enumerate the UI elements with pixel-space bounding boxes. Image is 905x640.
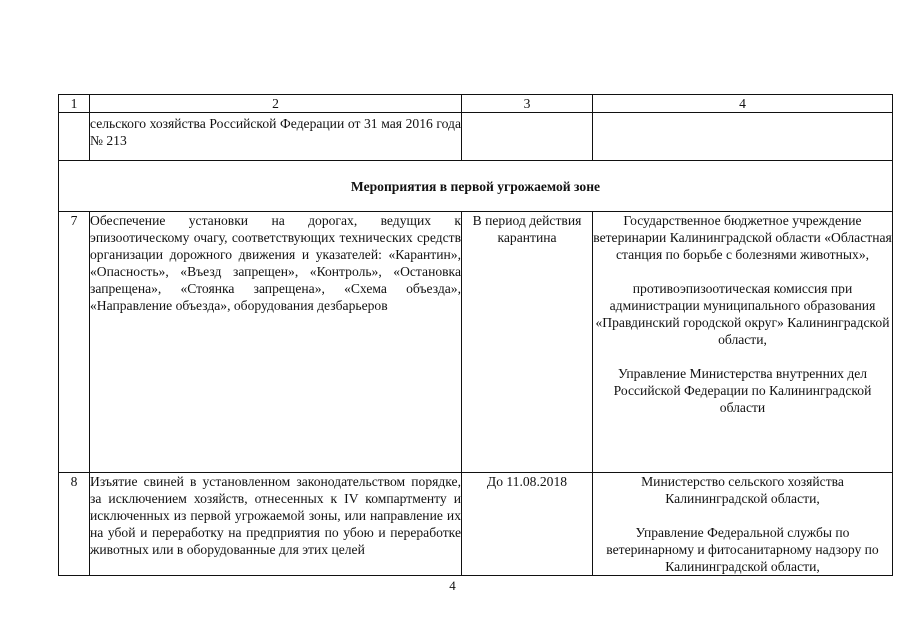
term-cell	[462, 113, 593, 161]
activity-cell: Обеспечение установки на дорогах, ведущих к эпизоотическому очагу, соответствующих технических средств организации дорожного движения и указателей: «Карантин», «Опасность», «Въезд запрещен», «Контроль», «Остановка запрещена», «Стоянка запрещена», «Схема объезда», «Направление объезда», оборудования дезбарьеров	[90, 212, 462, 473]
row-number: 7	[59, 212, 90, 473]
row-number: 8	[59, 473, 90, 576]
responsible-entry: Управление Федеральной службы по ветеринарному и фитосанитарному надзору по Калининградской области,	[606, 525, 879, 574]
section-row	[59, 161, 893, 212]
activity-cell: Изъятие свиней в установленном законодательством порядке, за исключением хозяйств, отнесенных к IV компартменту и исключенных из первой угрожаемой зоны, или направление их на убой и переработку на предприятия по убою и переработке животных или в оборудованные для этих целей	[90, 473, 462, 576]
term-cell: До 11.08.2018	[462, 473, 593, 576]
header-cell-2: 2	[90, 95, 462, 113]
section-title: Мероприятия в первой угрожаемой зоне	[59, 161, 893, 212]
responsible-cell	[593, 473, 893, 576]
responsible-entry: Министерство сельского хозяйства Калининградской области,	[641, 474, 844, 506]
header-cell-1: 1	[59, 95, 90, 113]
responsible-entry: Управление Министерства внутренних дел Российской Федерации по Калининградской области	[613, 366, 872, 415]
row-number	[59, 113, 90, 161]
table-header-row	[59, 95, 893, 113]
measures-table	[58, 94, 893, 576]
header-cell-4: 4	[593, 95, 893, 113]
activity-cell: сельского хозяйства Российской Федерации от 31 мая 2016 года № 213	[90, 113, 462, 161]
header-cell-3: 3	[462, 95, 593, 113]
term-cell: В период действия карантина	[462, 212, 593, 473]
table-row	[59, 473, 893, 576]
table-row	[59, 212, 893, 473]
responsible-cell	[593, 212, 893, 473]
continuation-row	[59, 113, 893, 161]
responsible-entry: Государственное бюджетное учреждение ветеринарии Калининградской области «Областная станция по борьбе с болезнями животных»,	[593, 213, 892, 262]
responsible-cell	[593, 113, 893, 161]
responsible-entry: противоэпизоотическая комиссия при администрации муниципального образования «Правдинский городской округ» Калининградской области,	[595, 281, 890, 347]
page-number: 4	[449, 578, 456, 593]
